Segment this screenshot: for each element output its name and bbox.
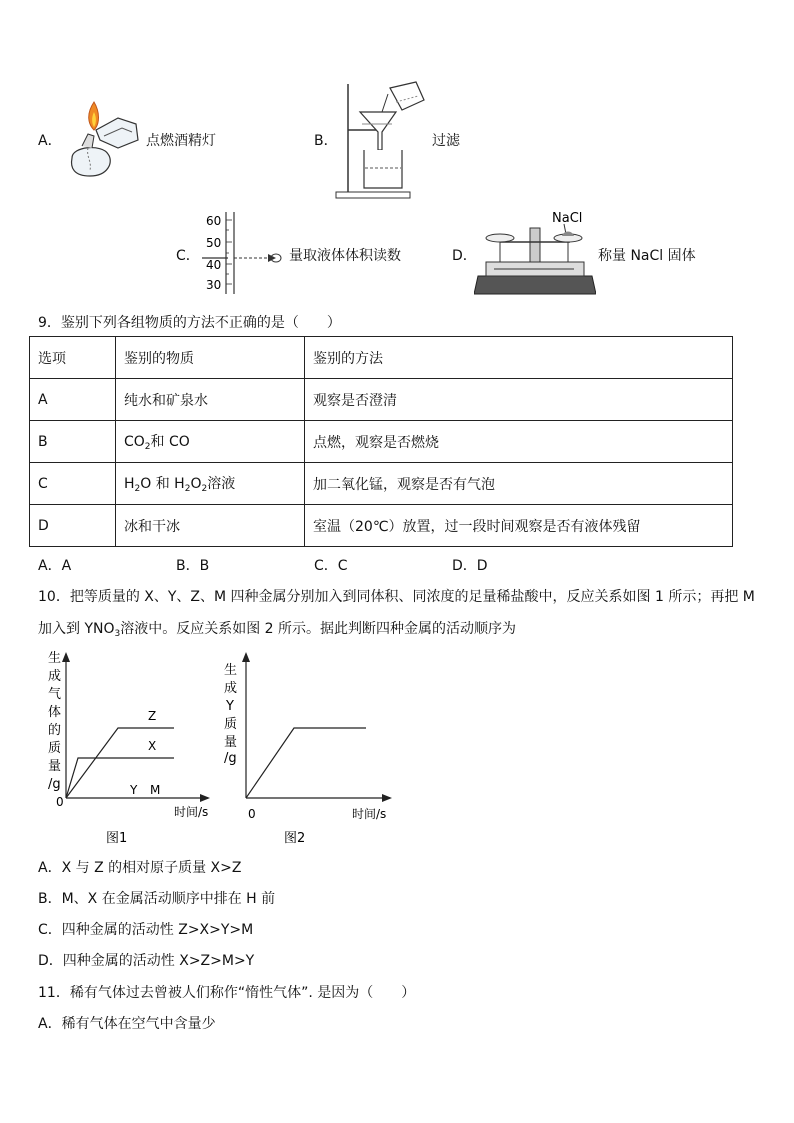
table-row [30,379,733,421]
row-substance: 纯水和矿泉水 [116,379,305,421]
figure-1 [40,648,220,848]
svg-text:量: 量 [48,759,62,774]
table-header-row [30,337,733,379]
q9-stem: 9．鉴别下列各组物质的方法不正确的是（ ） [38,315,341,331]
q9-choice-b: B．B [176,558,210,574]
fig2-curve [246,728,366,798]
fig1-label-z: Z [148,709,157,723]
option-b-letter: B． [314,133,338,149]
q9-table [29,336,733,547]
fig1-label-y: Y [130,783,138,797]
q9-choice-c: C．C [314,558,348,574]
row-option: A [30,379,116,421]
fig1-label-x: X [148,739,157,753]
fig2-x-axis-label: 时间/s [352,807,387,821]
svg-text:气: 气 [48,687,62,702]
svg-text:生: 生 [224,663,238,678]
balance-illustration [474,206,596,298]
fig1-y-arrow [62,652,70,662]
row-method: 观察是否澄清 [305,379,733,421]
q10-choice-d: D．四种金属的活动性 X>Z>M>Y [38,953,255,969]
option-c-label: 量取液体体积读数 [289,248,401,264]
svg-text:质: 质 [48,741,62,756]
fig1-x-axis-label: 时间/s [174,805,209,819]
svg-text:量: 量 [224,735,238,750]
row-method: 加二氧化锰，观察是否有气泡 [305,463,733,505]
row-substance: $H_2O$ 和 $H_2O_2$溶液 [116,463,305,505]
q11-stem: 11．稀有气体过去曾被人们称作“惰性气体”. 是因为（ ） [38,985,416,1001]
svg-text:质: 质 [224,717,238,732]
fig1-label-m: M [150,783,161,797]
table-row [30,505,733,547]
fig1-x-arrow [200,794,210,802]
tick-label-40: 40 [206,258,222,272]
option-d-letter: D． [452,248,477,264]
svg-text:生: 生 [48,651,62,666]
nacl-tag: NaCl [552,211,583,226]
q11-choice-a: A．稀有气体在空气中含量少 [38,1016,216,1032]
filtration-illustration [332,80,428,202]
header-option: 选项 [30,337,116,379]
fig2-y-arrow [242,652,250,662]
fig2-y-axis-label [224,662,237,766]
option-a-label: 点燃酒精灯 [146,133,216,149]
svg-text:的: 的 [48,723,62,738]
fig1-origin: 0 [56,795,64,809]
figure-2 [220,648,400,848]
option-d-label: 称量 NaCl 固体 [598,248,696,264]
svg-text:体: 体 [48,705,62,720]
tick-label-30: 30 [206,278,222,292]
tick-label-50: 50 [206,236,222,250]
q9-choice-d: D．D [452,558,488,574]
option-c-letter: C． [176,248,200,264]
svg-text:/g: /g [48,777,61,792]
q10-choice-b: B．M、X 在金属活动顺序中排在 H 前 [38,891,276,907]
fig1-caption: 图1 [106,831,128,846]
row-option: D [30,505,116,547]
option-b-label: 过滤 [432,133,460,149]
row-method: 点燃，观察是否燃烧 [305,421,733,463]
svg-text:成: 成 [48,669,62,684]
row-option: B [30,421,116,463]
alcohol-lamp-illustration [62,96,142,184]
option-a-letter: A． [38,133,62,149]
svg-text:/g: /g [224,751,237,766]
row-substance: $CO_2$和 CO [116,421,305,463]
fig2-x-arrow [382,794,392,802]
q10-stem-line2: 加入到 $YNO_3$溶液中。反应关系如图 2 所示。据此判断四种金属的活动顺序为 [38,621,517,639]
tick-label-60: 60 [206,214,222,228]
fig2-origin: 0 [248,807,256,821]
fig2-caption: 图2 [284,831,306,846]
row-method: 室温（20℃）放置，过一段时间观察是否有液体残留 [305,505,733,547]
table-row [30,421,733,463]
q10-choice-a: A．X 与 Z 的相对原子质量 X>Z [38,860,242,876]
row-substance: 冰和干冰 [116,505,305,547]
q10-choice-c: C．四种金属的活动性 Z>X>Y>M [38,922,254,938]
row-option: C [30,463,116,505]
graduated-cylinder-illustration [198,210,286,296]
fig1-y-axis-label [48,650,61,792]
svg-text:成: 成 [224,681,238,696]
table-row [30,463,733,505]
q9-choice-a: A．A [38,558,72,574]
q10-stem-line1: 10．把等质量的 X、Y、Z、M 四种金属分别加入到同体积、同浓度的足量稀盐酸中，反应关系如图 1 所示；再把 M [38,589,755,605]
svg-text:Y: Y [226,699,234,714]
header-substance: 鉴别的物质 [116,337,305,379]
header-method: 鉴别的方法 [305,337,733,379]
